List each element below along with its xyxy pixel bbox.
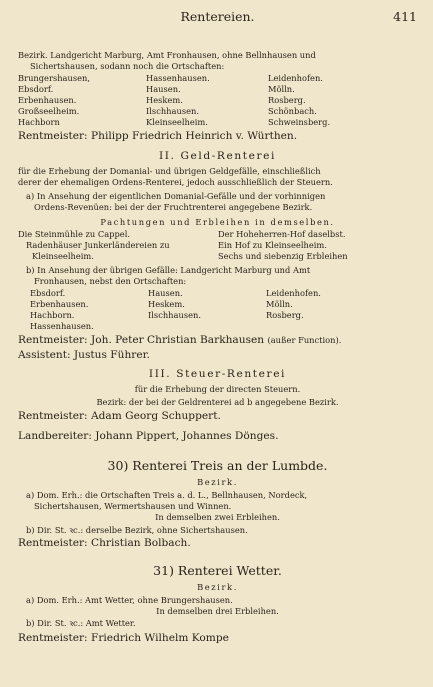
places-row: [18, 117, 417, 128]
place: Ebsdorf.: [18, 84, 54, 94]
section-desc: für die Erhebung der Domanial- und übrigen Geldgefälle, einschließlich: [18, 166, 321, 176]
places-row: [30, 288, 417, 299]
places-row: [18, 95, 417, 106]
place: Hachborn.: [30, 310, 75, 320]
pacht-entry: Kleinseelheim.: [32, 251, 94, 261]
clause-a-cont: Ordens-Revenüen: bei der der Fruchtrenterei angegebene Bezirk.: [34, 202, 313, 212]
landbereiter-line: Landbereiter: Johann Pippert, Johannes Dönges.: [18, 430, 279, 442]
clause-a: a) In Ansehung der eigentlichen Domanial-Gefälle und der vorhinnigen: [26, 191, 326, 201]
place: Schönbach.: [268, 106, 317, 116]
bezirk-line-cont: Sichertshausen, sodann noch die Ortschaften:: [30, 61, 225, 71]
pacht-row: [18, 240, 417, 251]
place: Großseelheim.: [18, 106, 80, 116]
pacht-entry: Sechs und siebenzig Erbleihen: [218, 251, 348, 261]
page-number: 411: [393, 10, 417, 23]
place: Brungershausen,: [18, 73, 90, 83]
subheading: Pachtungen und Erbleihen in demselben.: [100, 217, 335, 227]
place: Leidenhofen.: [266, 288, 321, 298]
pacht-entry: Die Steinmühle zu Cappel.: [18, 229, 131, 239]
section-heading: 30) Renterei Treis an der Lumbde.: [107, 459, 328, 472]
place: Kleinseelheim.: [146, 117, 208, 127]
section-heading: 31) Renterei Wetter.: [153, 564, 282, 577]
rentmeister-line: [18, 334, 417, 347]
clause-a: a) Dom. Erh.: Amt Wetter, ohne Brungershausen.: [26, 595, 233, 605]
pacht-row: [18, 229, 417, 240]
places-row: [18, 106, 417, 117]
pacht-row: [18, 251, 417, 262]
assistent-line: Assistent: Justus Führer.: [18, 349, 150, 361]
place: Heskem.: [148, 299, 185, 309]
section-desc: für die Erhebung der directen Steuern.: [134, 384, 301, 394]
bezirk-line: Bezirk: der bei der Geldrenterei ad b angegebene Bezirk.: [96, 397, 339, 407]
places-row: [18, 84, 417, 95]
running-header-title: Rentereien.: [180, 10, 255, 23]
pacht-entry: Der Hoheherren-Hof daselbst.: [218, 229, 346, 239]
place: Rosberg.: [266, 310, 304, 320]
place: Ilschhausen.: [146, 106, 199, 116]
rentmeister-name: Rentmeister: Joh. Peter Christian Barkhausen: [18, 334, 265, 346]
rentmeister-line: Rentmeister: Philipp Friedrich Heinrich v. Würthen.: [18, 130, 298, 142]
clause-a-note: In demselben zwei Erbleihen.: [155, 512, 280, 522]
place: Erbenhausen.: [18, 95, 77, 105]
place: Ebsdorf.: [30, 288, 66, 298]
rentmeister-line: Rentmeister: Christian Bolbach.: [18, 537, 191, 549]
clause-a-cont: Sichertshausen, Wermertshausen und Winnen.: [34, 501, 232, 511]
places-row: [30, 310, 417, 321]
place: Hachborn: [18, 117, 60, 127]
pacht-entry: Radenhäuser Junkerländereien zu: [26, 240, 170, 250]
place: Mölln.: [266, 299, 293, 309]
place: Schweinsberg.: [268, 117, 331, 127]
place: Leidenhofen.: [268, 73, 323, 83]
section-heading: II. Geld-Renterei: [158, 150, 277, 162]
clause-a: a) Dom. Erh.: die Ortschaften Treis a. d. L., Bellnhausen, Nordeck,: [26, 490, 308, 500]
clause-b: b) Dir. St. ꝛc.: Amt Wetter.: [26, 618, 136, 628]
place: Erbenhausen.: [30, 299, 89, 309]
rentmeister-line: Rentmeister: Friedrich Wilhelm Kompe: [18, 632, 229, 644]
clause-a-note: In demselben drei Erbleihen.: [156, 606, 279, 616]
place: Hausen.: [148, 288, 183, 298]
place: Hassenhausen.: [30, 321, 94, 331]
pacht-entry: Ein Hof zu Kleinseelheim.: [218, 240, 327, 250]
clause-b-cont: Fronhausen, nebst den Ortschaften:: [34, 276, 187, 286]
bezirk-line: Bezirk. Landgericht Marburg, Amt Fronhausen, ohne Bellnhausen und: [18, 50, 316, 60]
place: Rosberg.: [268, 95, 306, 105]
place: Heskem.: [146, 95, 183, 105]
places-row: [30, 299, 417, 310]
rentmeister-note: (außer Function).: [267, 335, 342, 345]
clause-b: b) Dir. St. ꝛc.: derselbe Bezirk, ohne Sichertshausen.: [26, 525, 248, 535]
section-heading: III. Steuer-Renterei: [148, 368, 287, 380]
places-row: [18, 73, 417, 84]
place: Hassenhausen.: [146, 73, 210, 83]
clause-b: b) In Ansehung der übrigen Gefälle: Landgericht Marburg und Amt: [26, 265, 311, 275]
place: Hausen.: [146, 84, 181, 94]
place: Mölln.: [268, 84, 295, 94]
bezirk-label: Bezirk.: [197, 477, 238, 487]
section-desc-cont: derer der ehemaligen Ordens-Renterei, jedoch ausschließlich der Steuern.: [18, 177, 333, 187]
rentmeister-line: Rentmeister: Adam Georg Schuppert.: [18, 410, 221, 422]
places-row: [30, 321, 417, 332]
place: Ilschhausen.: [148, 310, 201, 320]
bezirk-label: Bezirk.: [197, 582, 238, 592]
